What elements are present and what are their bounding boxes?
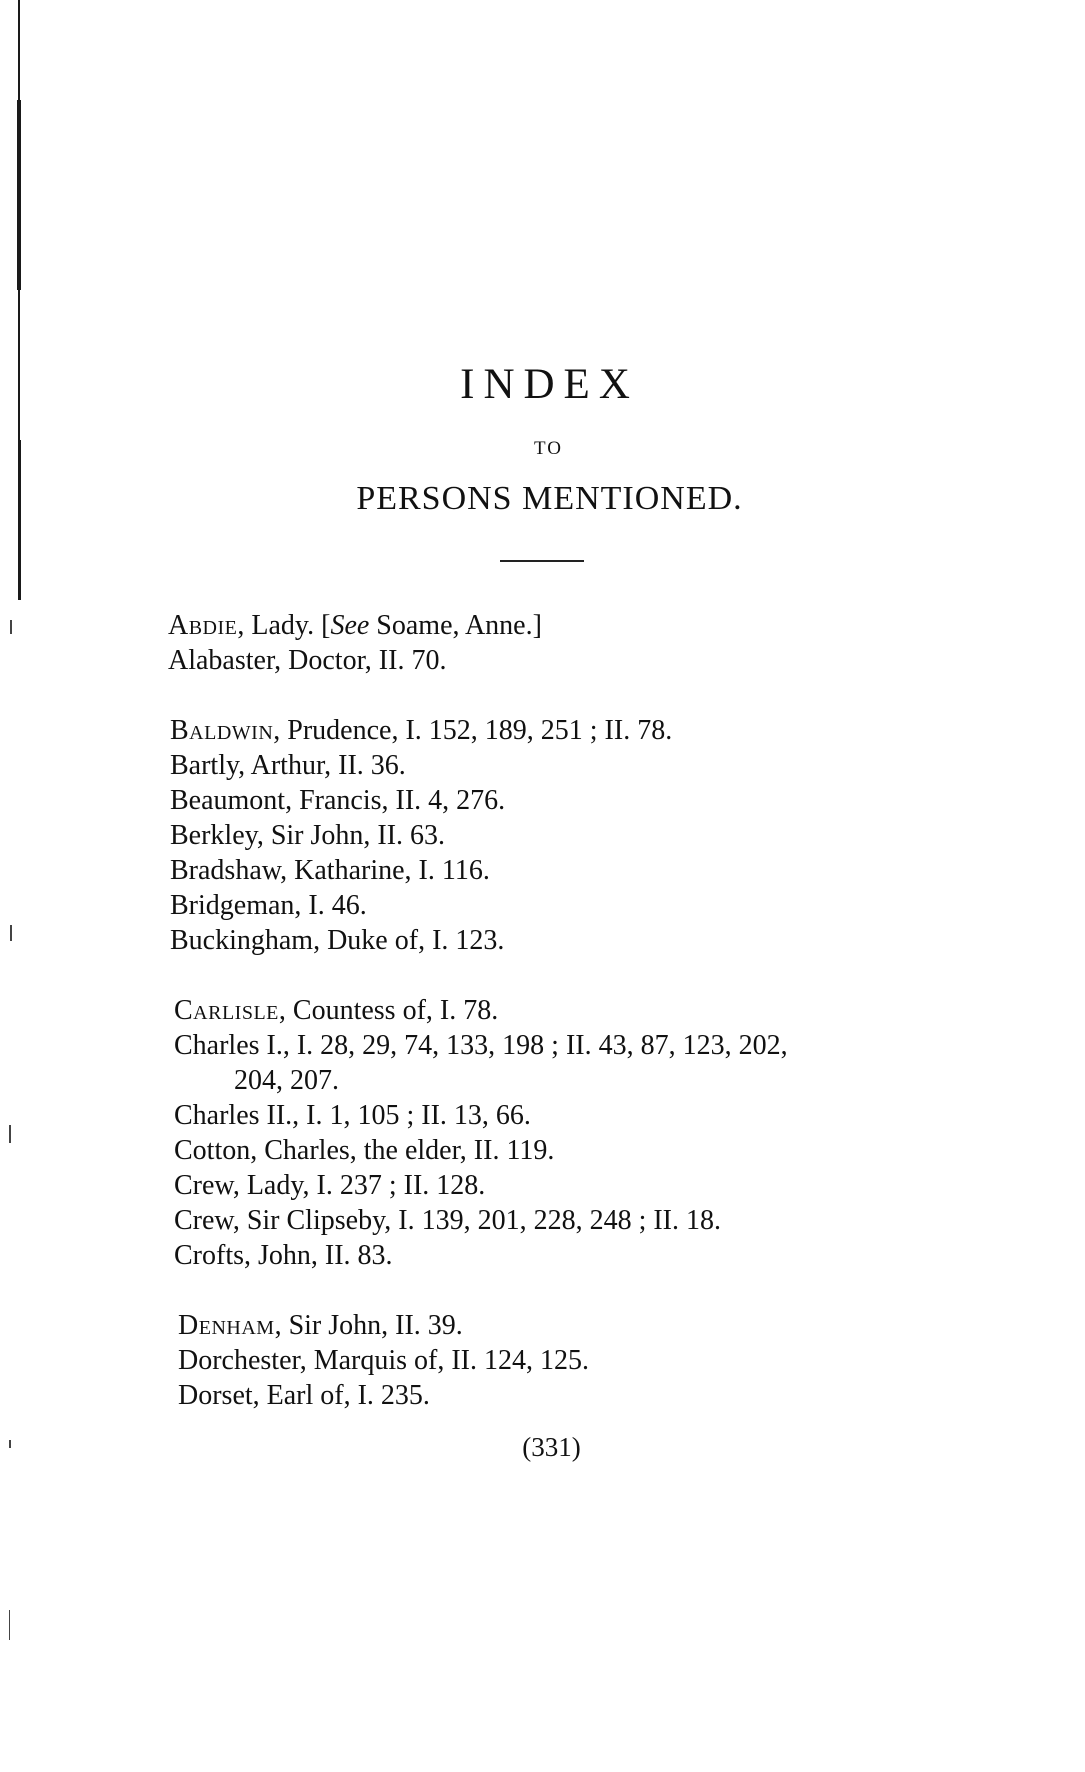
index-entry bbox=[174, 1098, 988, 1133]
entry-text: Crew, Sir Clipseby, I. 139, 201, 228, 248 ; II. 18. bbox=[174, 1205, 721, 1236]
index-group-c bbox=[174, 993, 988, 1273]
index-entry bbox=[174, 1203, 988, 1238]
index-entry bbox=[174, 1168, 988, 1203]
entry-text: Berkley, Sir John, II. 63. bbox=[170, 820, 446, 851]
entry-text-after: Soame, Anne.] bbox=[369, 610, 542, 641]
entry-text: Crew, Lady, I. 237 ; II. 128. bbox=[174, 1170, 486, 1201]
index-entry bbox=[174, 1238, 988, 1273]
scan-speck bbox=[9, 1610, 10, 1640]
scan-edge-mark bbox=[17, 100, 21, 290]
index-group-d bbox=[178, 1308, 988, 1413]
index-entry bbox=[174, 993, 988, 1028]
index-title-to: TO bbox=[534, 438, 563, 459]
entry-text: Charles II., I. 1, 105 ; II. 13, 66. bbox=[174, 1100, 531, 1131]
entry-text: Cotton, Charles, the elder, II. 119. bbox=[174, 1135, 555, 1166]
index-entry bbox=[170, 783, 988, 818]
index-entry bbox=[178, 1343, 988, 1378]
entry-head: Carlisle bbox=[174, 995, 279, 1026]
index-entry bbox=[174, 1028, 988, 1098]
scan-speck bbox=[10, 620, 12, 634]
index-group-a bbox=[168, 608, 988, 678]
index-entry bbox=[170, 713, 988, 748]
entry-text: , Prudence, I. 152, 189, 251 ; II. 78. bbox=[273, 715, 673, 746]
scan-edge-mark bbox=[18, 440, 21, 600]
entry-text: Bridgeman, I. 46. bbox=[170, 890, 367, 921]
index-entries bbox=[168, 608, 988, 1448]
index-title: INDEX bbox=[460, 361, 639, 408]
entry-continuation: 204, 207. bbox=[234, 1065, 339, 1096]
index-entry bbox=[170, 923, 988, 958]
entry-text: Bartly, Arthur, II. 36. bbox=[170, 750, 406, 781]
scan-speck bbox=[10, 925, 12, 941]
entry-text: Charles I., I. 28, 29, 74, 133, 198 ; II. 43, 87, 123, 202, bbox=[174, 1030, 788, 1061]
index-entry bbox=[170, 853, 988, 888]
entry-head: Denham bbox=[178, 1310, 275, 1341]
index-entry bbox=[178, 1378, 988, 1413]
entry-text: Alabaster, Doctor, II. 70. bbox=[168, 645, 447, 676]
scan-speck bbox=[9, 1125, 11, 1143]
index-entry bbox=[178, 1308, 988, 1343]
page-number: (331) bbox=[522, 1432, 581, 1462]
entry-text: Buckingham, Duke of, I. 123. bbox=[170, 925, 505, 956]
entry-text: Beaumont, Francis, II. 4, 276. bbox=[170, 785, 506, 816]
index-entry bbox=[170, 748, 988, 783]
entry-text: , Lady. [ bbox=[237, 610, 331, 641]
index-entry bbox=[170, 818, 988, 853]
entry-head: Abdie bbox=[168, 610, 238, 641]
entry-text: Dorchester, Marquis of, II. 124, 125. bbox=[178, 1345, 590, 1376]
entry-text: , Sir John, II. 39. bbox=[274, 1310, 463, 1341]
index-group-b bbox=[170, 713, 988, 958]
entry-text: , Countess of, I. 78. bbox=[278, 995, 499, 1026]
divider-rule bbox=[500, 560, 584, 562]
index-subtitle: PERSONS MENTIONED. bbox=[356, 480, 743, 517]
index-entry bbox=[170, 888, 988, 923]
entry-text: Bradshaw, Katharine, I. 116. bbox=[170, 855, 490, 886]
index-entry bbox=[174, 1133, 988, 1168]
entry-see: See bbox=[330, 610, 370, 641]
entry-head: Baldwin bbox=[170, 715, 274, 746]
entry-text: Crofts, John, II. 83. bbox=[174, 1240, 393, 1271]
index-entry bbox=[168, 643, 988, 678]
entry-text: Dorset, Earl of, I. 235. bbox=[178, 1380, 430, 1411]
index-entry bbox=[168, 608, 988, 643]
